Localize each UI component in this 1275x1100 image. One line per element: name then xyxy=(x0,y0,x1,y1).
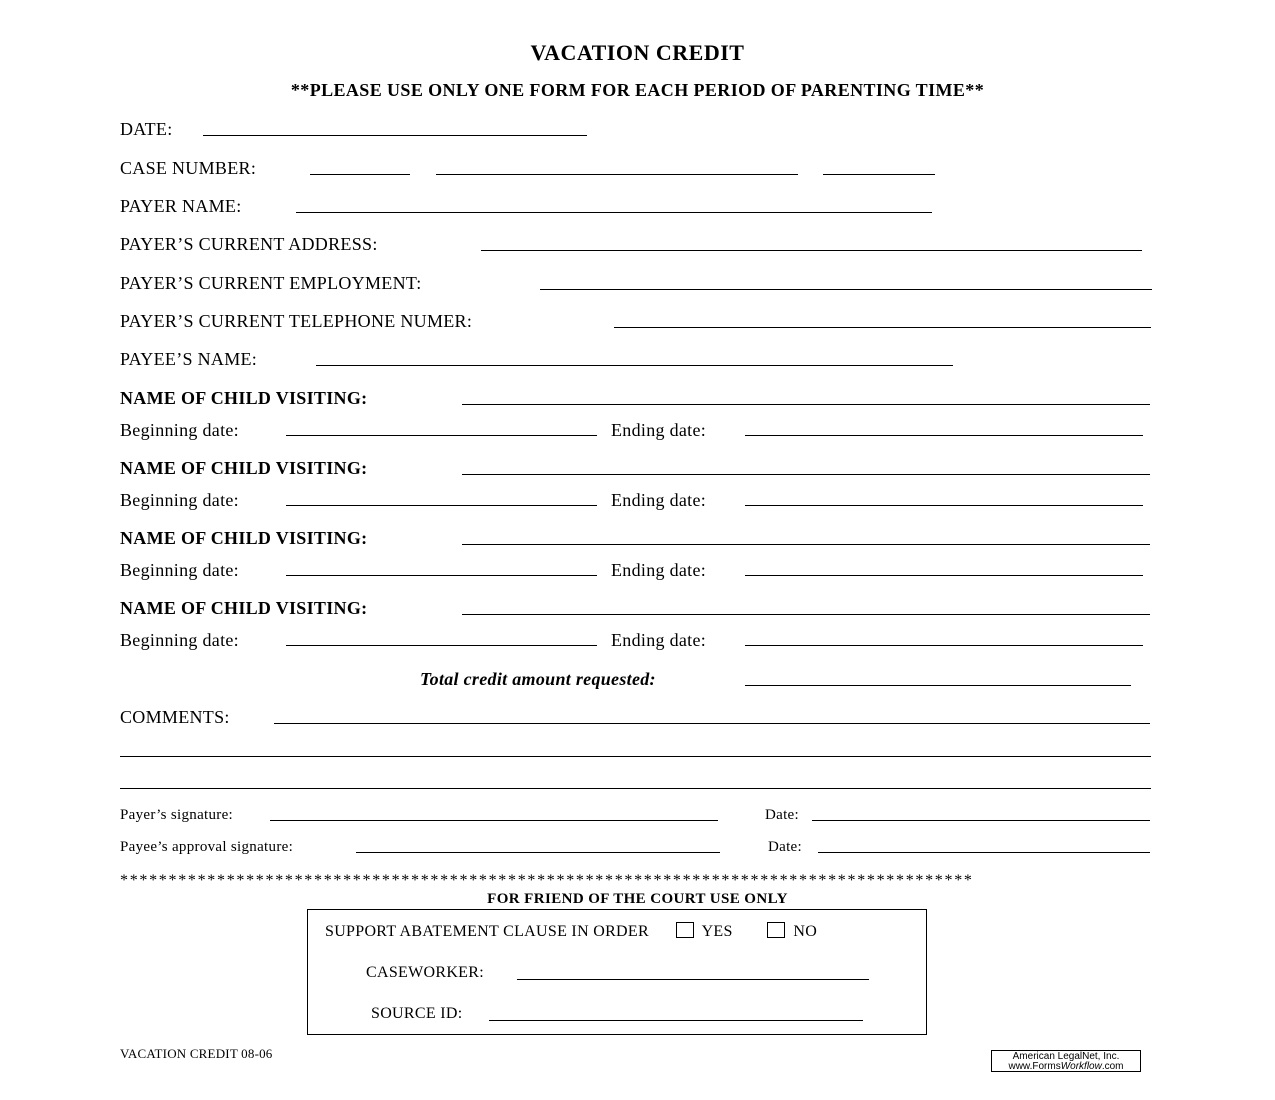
abatement-row xyxy=(325,921,817,943)
abatement-label: SUPPORT ABATEMENT CLAUSE IN ORDER xyxy=(325,923,649,940)
caseworker-field[interactable] xyxy=(517,979,869,980)
case-number-field-3[interactable] xyxy=(823,174,935,175)
date-field[interactable] xyxy=(203,135,587,136)
source-id-label: SOURCE ID: xyxy=(371,1005,463,1022)
asterisk-separator: **************************************************************************************** xyxy=(120,872,974,889)
no-label: NO xyxy=(793,923,818,940)
child-3-end-field[interactable] xyxy=(745,575,1143,576)
case-number-field-2[interactable] xyxy=(436,174,798,175)
date-label: DATE: xyxy=(120,119,173,139)
child-2-end-label: Ending date: xyxy=(611,490,707,510)
payer-signature-label: Payer’s signature: xyxy=(120,807,234,823)
source-id-field[interactable] xyxy=(489,1020,863,1021)
child-3-begin-field[interactable] xyxy=(286,575,597,576)
child-3-end-label: Ending date: xyxy=(611,560,707,580)
child-1-end-field[interactable] xyxy=(745,435,1143,436)
case-number-label: CASE NUMBER: xyxy=(120,158,257,178)
child-4-end-field[interactable] xyxy=(745,645,1143,646)
child-1-begin-field[interactable] xyxy=(286,435,597,436)
child-3-name-label: NAME OF CHILD VISITING: xyxy=(120,528,368,548)
caseworker-label: CASEWORKER: xyxy=(366,964,484,981)
child-4-name-field[interactable] xyxy=(462,614,1150,615)
form-code: VACATION CREDIT 08-06 xyxy=(120,1046,273,1061)
form-subtitle: **PLEASE USE ONLY ONE FORM FOR EACH PERIOD OF PARENTING TIME** xyxy=(290,80,985,100)
payer-address-label: PAYER’S CURRENT ADDRESS: xyxy=(120,234,378,254)
comments-label: COMMENTS: xyxy=(120,707,230,727)
total-credit-label: Total credit amount requested: xyxy=(420,669,656,689)
child-2-name-label: NAME OF CHILD VISITING: xyxy=(120,458,368,478)
payee-name-field[interactable] xyxy=(316,365,953,366)
publisher-badge xyxy=(991,1050,1141,1072)
child-1-name-field[interactable] xyxy=(462,404,1150,405)
payer-employment-field[interactable] xyxy=(540,289,1152,290)
form-title: VACATION CREDIT xyxy=(530,40,745,65)
payer-name-field[interactable] xyxy=(296,212,932,213)
payer-address-field[interactable] xyxy=(481,250,1142,251)
child-2-name-field[interactable] xyxy=(462,474,1150,475)
no-checkbox[interactable] xyxy=(767,922,785,938)
payee-signature-date-label: Date: xyxy=(768,839,802,855)
comments-field-2[interactable] xyxy=(120,756,1151,757)
comments-field-3[interactable] xyxy=(120,788,1151,789)
child-2-end-field[interactable] xyxy=(745,505,1143,506)
yes-checkbox[interactable] xyxy=(676,922,694,938)
publisher-line-2: www.FormsWorkflow.com xyxy=(1008,1061,1124,1072)
payer-signature-date-field[interactable] xyxy=(812,820,1150,821)
payee-signature-date-field[interactable] xyxy=(818,852,1150,853)
child-4-begin-field[interactable] xyxy=(286,645,597,646)
child-4-begin-label: Beginning date: xyxy=(120,630,239,650)
payer-telephone-field[interactable] xyxy=(614,327,1151,328)
child-4-end-label: Ending date: xyxy=(611,630,707,650)
court-section-title: FOR FRIEND OF THE COURT USE ONLY xyxy=(487,891,788,907)
child-1-begin-label: Beginning date: xyxy=(120,420,239,440)
payer-telephone-label: PAYER’S CURRENT TELEPHONE NUMER: xyxy=(120,311,473,331)
yes-label: YES xyxy=(701,923,733,940)
case-number-field-1[interactable] xyxy=(310,174,410,175)
payer-signature-date-label: Date: xyxy=(765,807,799,823)
comments-field-1[interactable] xyxy=(274,723,1150,724)
child-2-begin-label: Beginning date: xyxy=(120,490,239,510)
payee-name-label: PAYEE’S NAME: xyxy=(120,349,258,369)
total-credit-field[interactable] xyxy=(745,685,1131,686)
payer-name-label: PAYER NAME: xyxy=(120,196,242,216)
child-3-name-field[interactable] xyxy=(462,544,1150,545)
child-4-name-label: NAME OF CHILD VISITING: xyxy=(120,598,368,618)
court-section-box xyxy=(307,909,927,1035)
publisher-line-1: American LegalNet, Inc. xyxy=(1012,1051,1120,1062)
child-1-name-label: NAME OF CHILD VISITING: xyxy=(120,388,368,408)
child-3-begin-label: Beginning date: xyxy=(120,560,239,580)
payer-signature-field[interactable] xyxy=(270,820,718,821)
child-1-end-label: Ending date: xyxy=(611,420,707,440)
payee-signature-label: Payee’s approval signature: xyxy=(120,839,294,855)
payee-signature-field[interactable] xyxy=(356,852,720,853)
payer-employment-label: PAYER’S CURRENT EMPLOYMENT: xyxy=(120,273,422,293)
child-2-begin-field[interactable] xyxy=(286,505,597,506)
